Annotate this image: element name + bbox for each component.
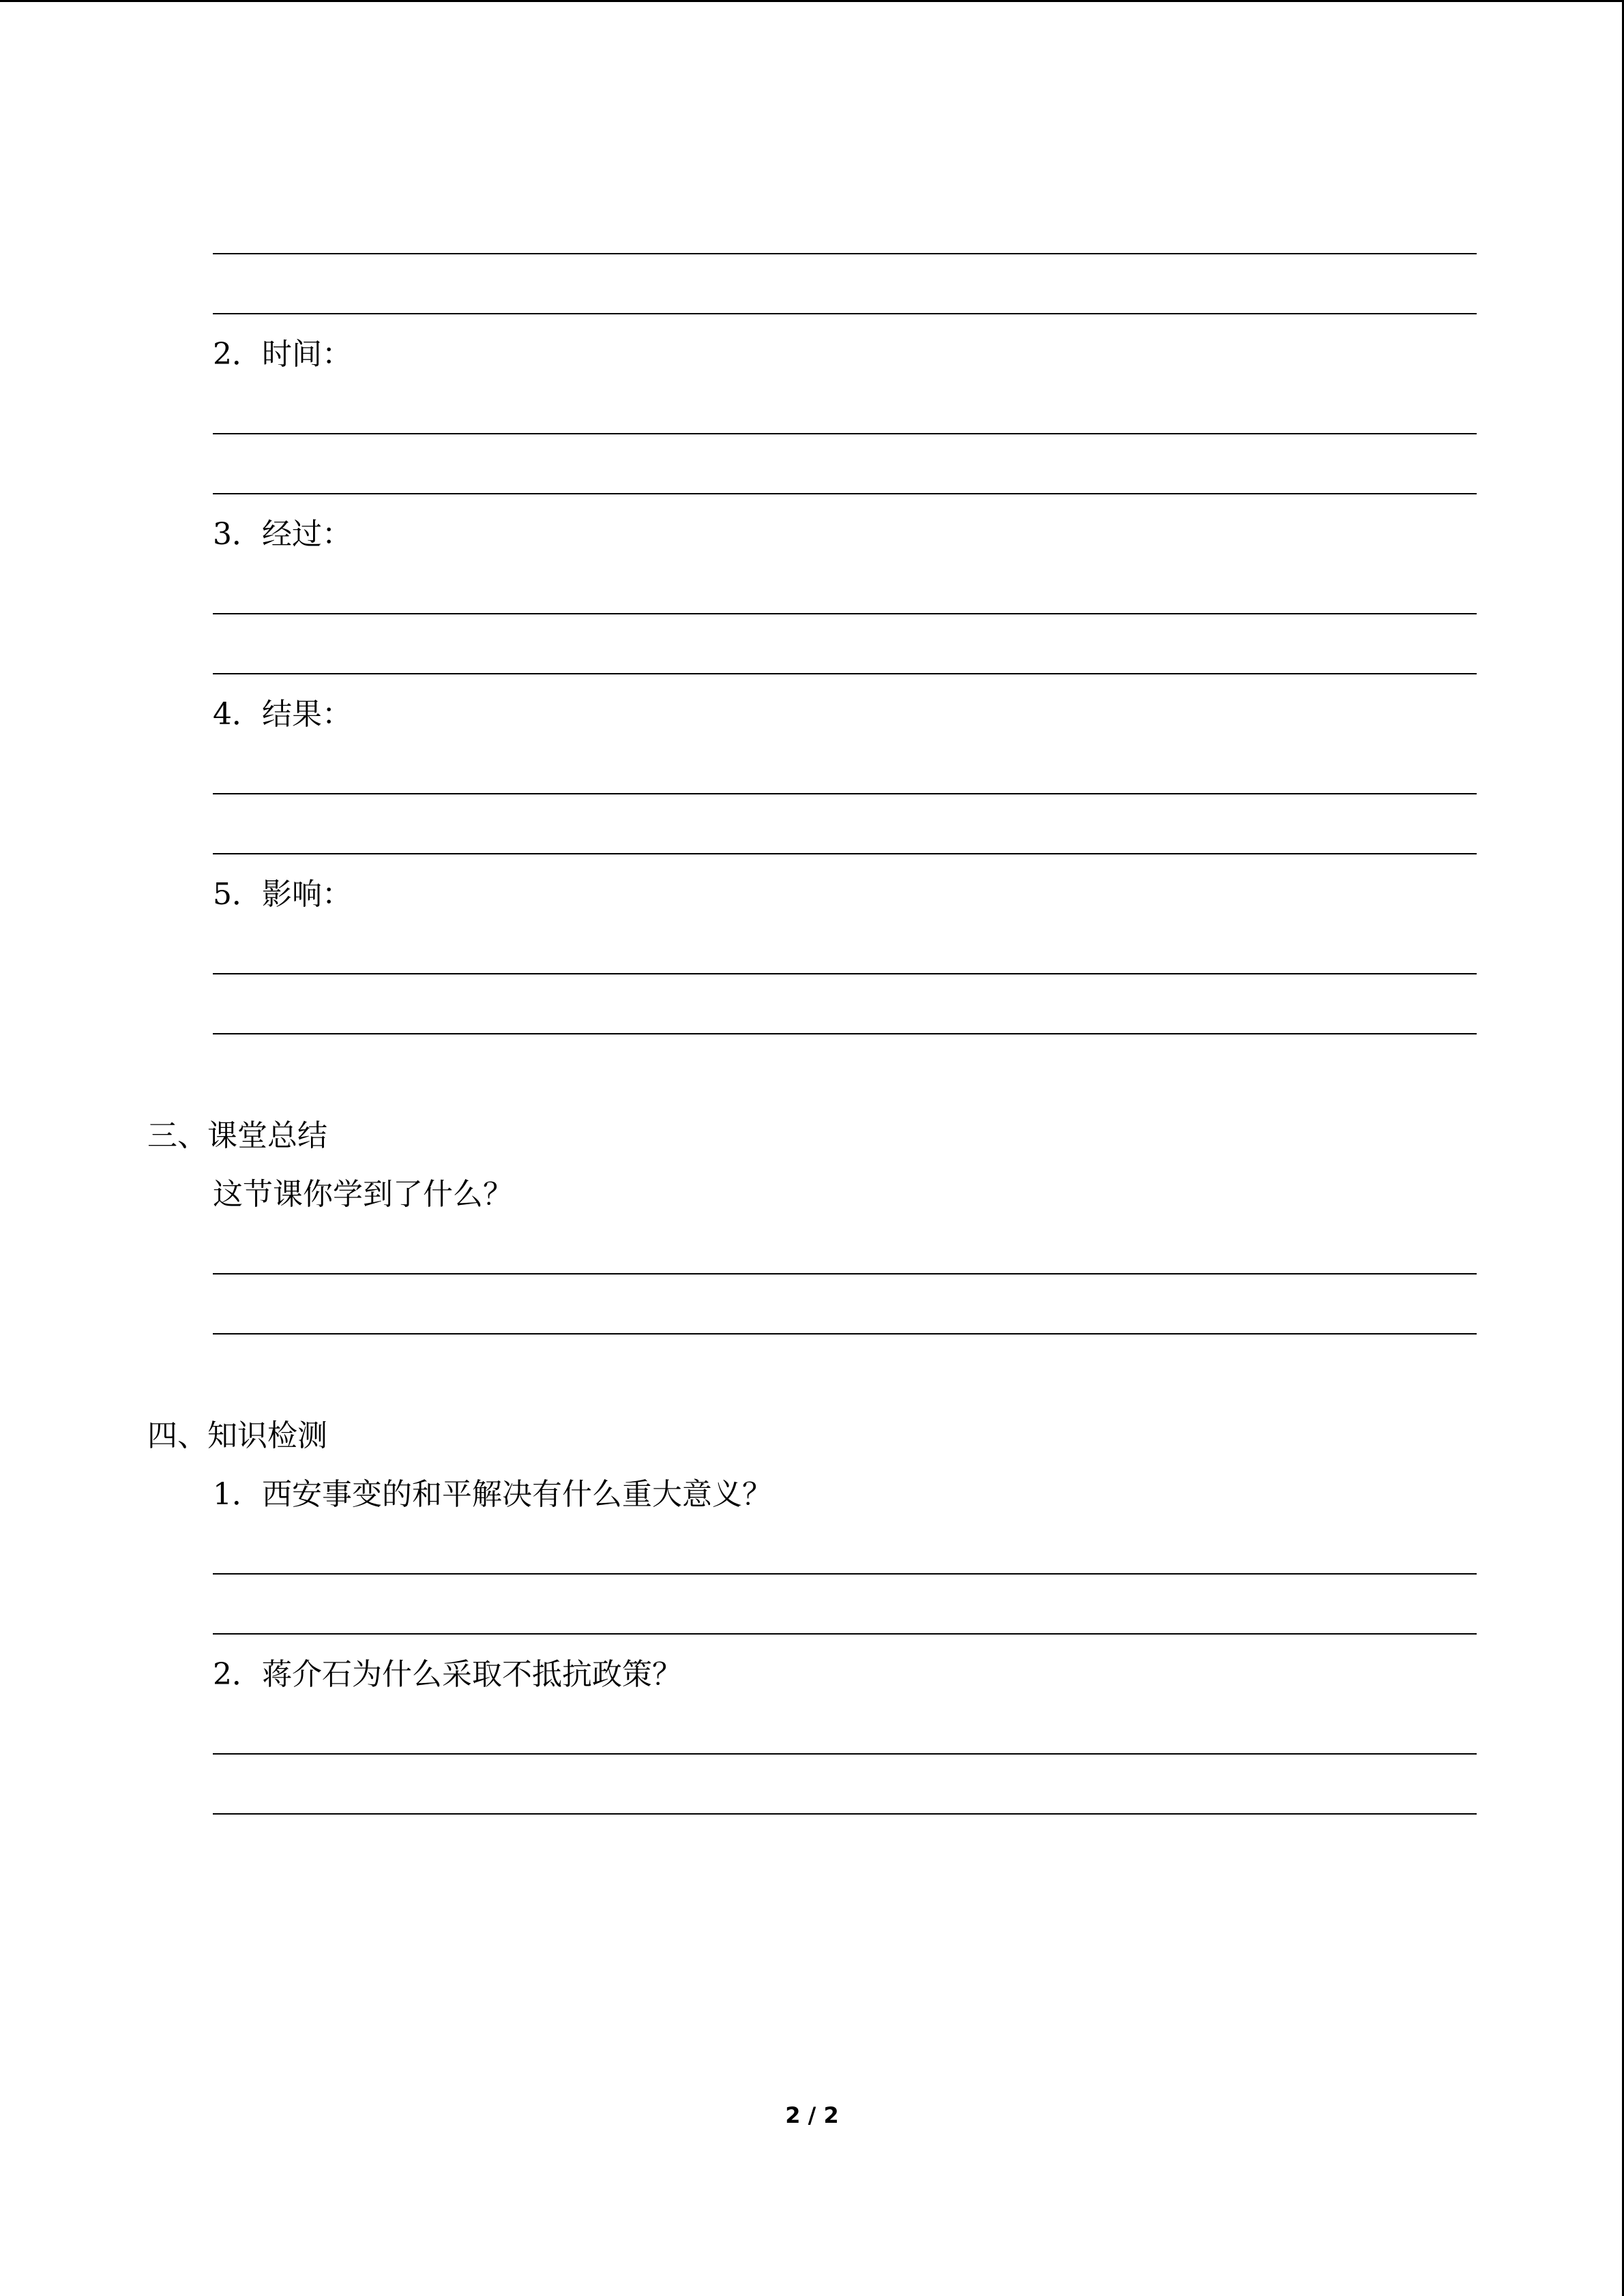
item-impact-label: 5．影响： bbox=[213, 877, 352, 912]
answer-line bbox=[213, 613, 1477, 614]
answer-line bbox=[213, 253, 1477, 254]
item-time-label: 2．时间： bbox=[213, 337, 352, 372]
page-number: 2 / 2 bbox=[785, 2102, 839, 2128]
answer-line bbox=[213, 1633, 1477, 1635]
answer-line bbox=[213, 433, 1477, 434]
page-top-border bbox=[0, 0, 1624, 2]
section-check-heading: 四、知识检测 bbox=[147, 1418, 327, 1453]
answer-line bbox=[213, 793, 1477, 794]
answer-line bbox=[213, 1333, 1477, 1335]
answer-line bbox=[213, 853, 1477, 854]
summary-question: 这节课你学到了什么？ bbox=[213, 1177, 513, 1212]
answer-line bbox=[213, 1813, 1477, 1815]
check-question-1: 1．西安事变的和平解决有什么重大意义？ bbox=[213, 1477, 772, 1512]
answer-line bbox=[213, 1573, 1477, 1575]
answer-line bbox=[213, 493, 1477, 494]
check-question-2: 2．蒋介石为什么采取不抵抗政策？ bbox=[213, 1657, 682, 1692]
item-result-label: 4．结果： bbox=[213, 697, 352, 732]
answer-line bbox=[213, 313, 1477, 314]
answer-line bbox=[213, 1273, 1477, 1274]
section-summary-heading: 三、课堂总结 bbox=[147, 1118, 327, 1153]
answer-line bbox=[213, 1033, 1477, 1034]
answer-line bbox=[213, 1753, 1477, 1755]
item-process-label: 3．经过： bbox=[213, 517, 352, 552]
answer-line bbox=[213, 973, 1477, 974]
answer-line bbox=[213, 673, 1477, 674]
